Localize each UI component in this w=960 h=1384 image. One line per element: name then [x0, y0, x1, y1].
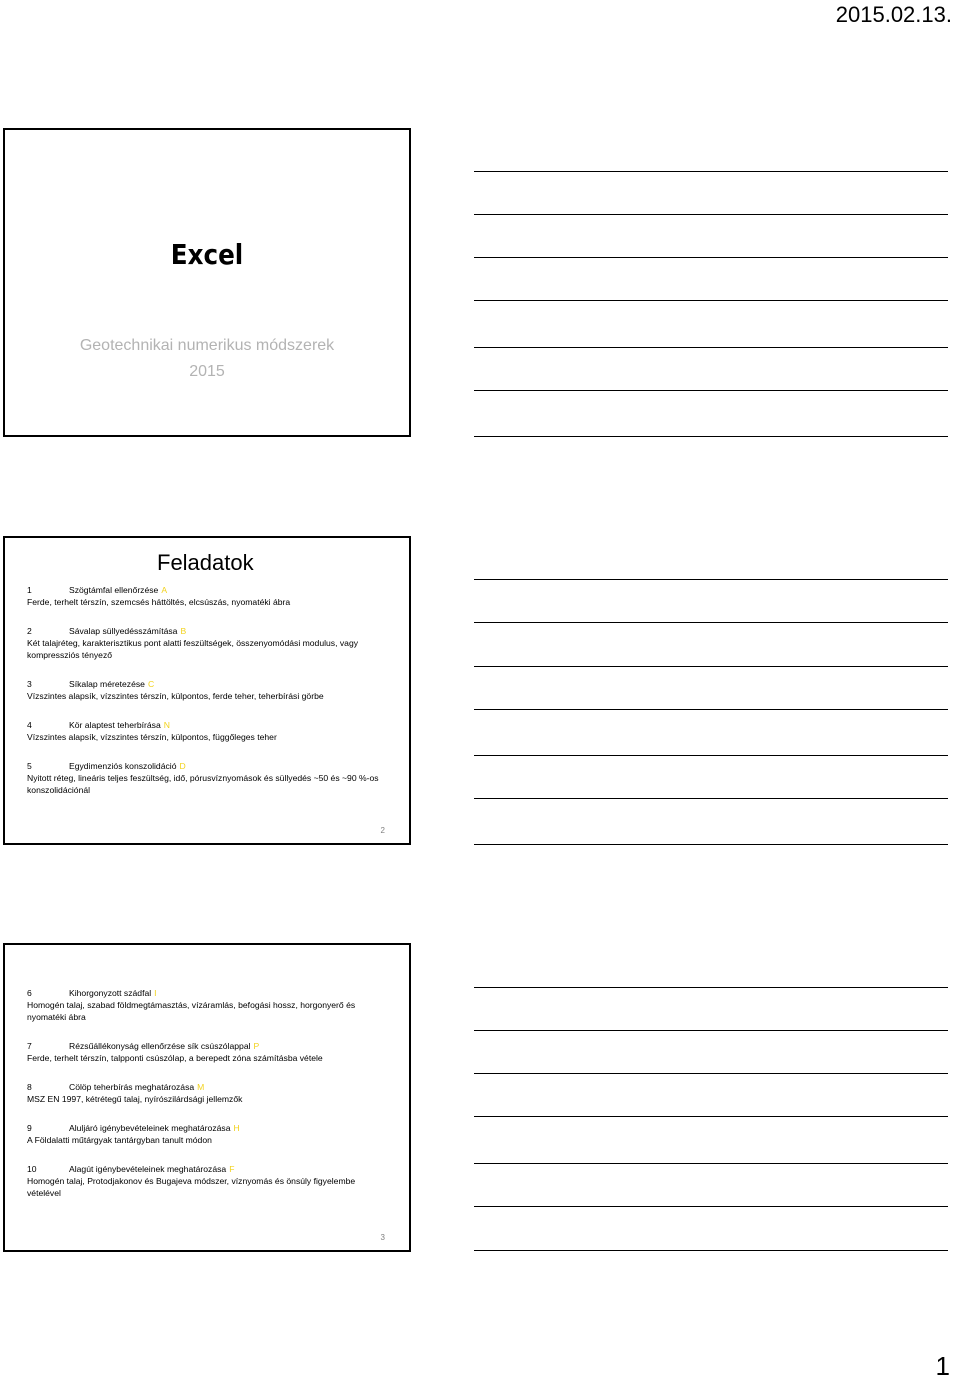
- note-line: [474, 709, 948, 710]
- task-number: 1: [27, 585, 32, 595]
- task-tag: F: [229, 1164, 235, 1174]
- note-line: [474, 844, 948, 845]
- task-number: 4: [27, 720, 32, 730]
- note-line: [474, 579, 948, 580]
- task-number: 10: [27, 1164, 37, 1174]
- note-line: [474, 390, 948, 391]
- task-tag: A: [161, 585, 168, 595]
- note-line: [474, 798, 948, 799]
- task-name: Aluljáró igénybevételeinek meghatározása: [69, 1123, 231, 1133]
- task-tag: D: [179, 761, 186, 771]
- task-name: Szögtámfal ellenőrzése: [69, 585, 159, 595]
- task-description: MSZ EN 1997, kétrétegű talaj, nyírószilárdsági jellemzők: [27, 1094, 243, 1104]
- slide-2-title: Feladatok: [157, 550, 254, 575]
- task-tag: I: [154, 988, 157, 998]
- note-line: [474, 1250, 948, 1251]
- task-list: [27, 987, 389, 1216]
- task-number: 3: [27, 679, 32, 689]
- task-name: Kihorgonyzott szádfal: [69, 988, 152, 998]
- note-line: [474, 1116, 948, 1117]
- task-number: 8: [27, 1082, 32, 1092]
- note-line: [474, 1206, 948, 1207]
- task-description: Két talajréteg, karakterisztikus pont alatti feszültségek, összenyomódási modulus, vagy kompressziós tényező: [27, 638, 359, 660]
- task-item: [27, 1081, 389, 1105]
- task-item: [27, 987, 389, 1023]
- task-item: [27, 678, 389, 702]
- note-line: [474, 347, 948, 348]
- task-item: [27, 1122, 389, 1146]
- slide-3: [3, 943, 411, 1252]
- task-name: Síkalap méretezése: [69, 679, 145, 689]
- slide-3-page-number: 3: [380, 1233, 385, 1242]
- task-description: Vízszintes alapsík, vízszintes térszín, külpontos, függőleges teher: [27, 732, 277, 742]
- task-tag: H: [233, 1123, 240, 1133]
- task-number: 9: [27, 1123, 32, 1133]
- task-tag: N: [163, 720, 170, 730]
- task-tag: P: [253, 1041, 260, 1051]
- slide-2: [3, 536, 411, 845]
- note-line: [474, 666, 948, 667]
- task-item: [27, 625, 389, 661]
- task-name: Alagút igénybevételeinek meghatározása: [69, 1164, 227, 1174]
- task-name: Egydimenziós konszolidáció: [69, 761, 177, 771]
- task-item: [27, 760, 389, 796]
- task-item: [27, 1163, 389, 1199]
- task-description: Vízszintes alapsík, vízszintes térszín, külpontos, ferde teher, teherbírási görbe: [27, 691, 324, 701]
- slide-2-page-number: 2: [380, 826, 385, 835]
- task-name: Rézsűállékonyság ellenőrzése sík csúszólappal: [69, 1041, 251, 1051]
- task-number: 5: [27, 761, 32, 771]
- task-description: A Földalatti műtárgyak tantárgyban tanult módon: [27, 1135, 212, 1145]
- task-description: Nyitott réteg, lineáris teljes feszültség, idő, pórusvíznyomások és süllyedés ~50 és ~90 %-os konszolidációnál: [27, 773, 379, 795]
- task-item: [27, 719, 389, 743]
- task-number: 2: [27, 626, 32, 636]
- task-number: 6: [27, 988, 32, 998]
- note-line: [474, 300, 948, 301]
- task-name: Sávalap süllyedésszámítása: [69, 626, 178, 636]
- note-line: [474, 257, 948, 258]
- slide-1-year: 2015: [189, 363, 225, 380]
- note-line: [474, 214, 948, 215]
- slide-1: [3, 128, 411, 437]
- note-line: [474, 171, 948, 172]
- task-description: Homogén talaj, szabad földmegtámasztás, vízáramlás, befogási hossz, horgonyerő és nyomatéki ábra: [27, 1000, 356, 1022]
- task-item: [27, 584, 389, 608]
- note-line: [474, 1163, 948, 1164]
- task-item: [27, 1040, 389, 1064]
- page-number: 1: [935, 1351, 950, 1381]
- note-line: [474, 755, 948, 756]
- task-tag: C: [147, 679, 155, 689]
- header-date: 2015.02.13.: [835, 2, 952, 27]
- task-name: Cölöp teherbírás meghatározása: [69, 1082, 195, 1092]
- task-tag: M: [197, 1082, 205, 1092]
- task-name: Kör alaptest teherbírása: [69, 720, 161, 730]
- note-line: [474, 1030, 948, 1031]
- task-description: Ferde, terhelt térszín, talpponti csúszólap, a berepedt zóna számításba vétele: [27, 1053, 323, 1063]
- slide-1-subtitle: Geotechnikai numerikus módszerek: [79, 337, 335, 354]
- note-line: [474, 987, 948, 988]
- task-list: [27, 584, 389, 813]
- note-line: [474, 1073, 948, 1074]
- task-description: Ferde, terhelt térszín, szemcsés háttöltés, elcsúszás, nyomatéki ábra: [27, 597, 291, 607]
- task-tag: B: [180, 626, 187, 636]
- note-line: [474, 436, 948, 437]
- task-description: Homogén talaj, Protodjakonov és Bugajeva módszer, víznyomás és önsúly figyelembe vételével: [27, 1176, 356, 1198]
- task-number: 7: [27, 1041, 32, 1051]
- slide-1-title: Excel: [170, 238, 244, 271]
- note-line: [474, 622, 948, 623]
